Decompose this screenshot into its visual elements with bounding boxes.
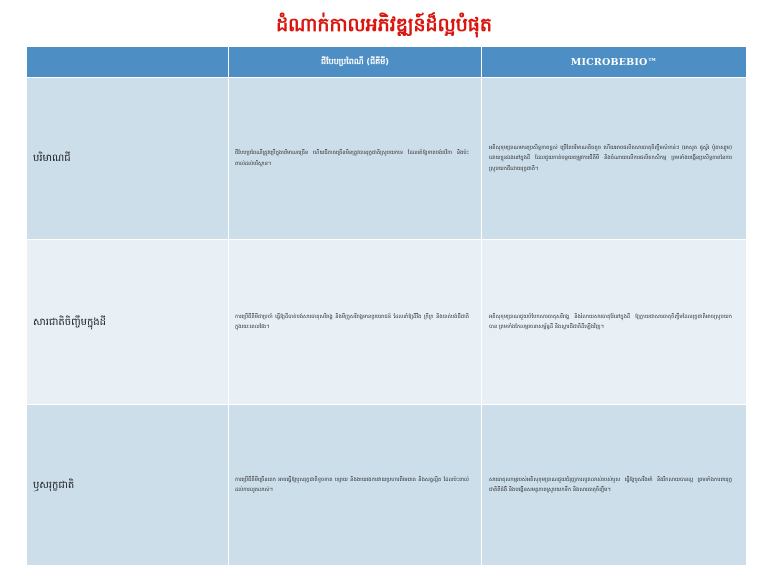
comparison-table: [26, 46, 747, 566]
row-label-plant-roots: ឫសរុក្ខជាតិ: [27, 405, 229, 566]
cell-microbebio: អតិសុខុមប្រាណជួយបំបែកសារធាតុសរីរាង្គ និងរំលាយសារធាតុរ៉ែនៅក្នុងដី ឱ្យក្លាយជាសារធាតុចិញ្ចឹមដែលរុក្ខជាតិអាចស្រូបយកបាន ព្រមទាំងកែលម្អរចនាសម្ព័ន្ធដី និងស្តារជីជាតិដីឡើងវិញ។: [482, 240, 747, 405]
cell-microbebio: អតិសុខុមប្រាណមានប្រសិទ្ធភាពខ្ពស់ ប្រើតែបរិមាណតិចតួច ហើយអាចផលិតសារធាតុចិញ្ចឹមសំខាន់ៗ (អាសូត ផូស្វ័រ ប៉ូតាស្យូម) ដោយខ្លួនឯងនៅក្នុងដី ដែលជួយកាត់បន្ថយតម្រូវការជីគីមី និងចំណាយលើការផលិតកសិកម្ម ព្រមទាំងបង្កើនប្រសិទ្ធភាពនៃការស្រូបយកជីដោយរុក្ខជាតិ។: [482, 78, 747, 240]
table-row: [27, 78, 747, 240]
row-label-fertilizer-amount: បរិមាណជី: [27, 78, 229, 240]
header-traditional-fertilizer: ជីបែបប្រពៃណី (ជីគីមី): [229, 47, 482, 78]
cell-traditional: ជីបែបប្រពៃណីត្រូវប្រើក្នុងបរិមាណច្រើន ហើយជីភាគច្រើនមិនត្រូវបានរុក្ខជាតិស្រូបយកទេ ដែលនាំឱ្យខាតបង់ថវិកា និងប៉ះពាល់ដល់បរិស្ថាន។: [229, 78, 482, 240]
cell-traditional: ការប្រើជីគីមីច្រើនពេក អាចធ្វើឱ្យឫសរុក្ខជាតិខូចខាត ខ្សោយ និងងាយរងការវាយប្រហារពីមេរោគ និងសត្វល្អិត ដែលប៉ះពាល់ដល់ការលូតលាស់។: [229, 405, 482, 566]
table-row: [27, 405, 747, 566]
cell-microbebio: សារធាតុសកម្មរបស់អតិសុខុមប្រាណជួយជំរុញការលូតលាស់របស់ឫស ធ្វើឱ្យឫសរឹងមាំ និងរីកសាយបានល្អ ព្រមទាំងការពាររុក្ខជាតិពីជំងឺ និងបង្កើនសមត្ថភាពស្រូបយកទឹក និងសារធាតុចិញ្ចឹម។: [482, 405, 747, 566]
header-microbebio: MICROBEBIO™: [482, 47, 747, 78]
row-label-soil-nutrients: សារជាតិចិញ្ចឹមក្នុងដី: [27, 240, 229, 405]
header-corner-cell: [27, 47, 229, 78]
slide-title: ដំណាក់កាលអភិវឌ្ឍន៍ដ៏ល្អបំផុត: [276, 14, 492, 36]
table-row: [27, 240, 747, 405]
cell-traditional: ការប្រើជីគីមីជាប្រចាំ ធ្វើឱ្យដីបាត់បង់សារធាតុសរីរាង្គ និងមីក្រូសរីរាង្គមានប្រយោជន៍ ដែលនាំឱ្យដីរឹង ក្រីក្រ និងបាត់បង់ជីជាតិក្នុងរយៈពេលវែង។: [229, 240, 482, 405]
table-header-row: [27, 47, 747, 78]
